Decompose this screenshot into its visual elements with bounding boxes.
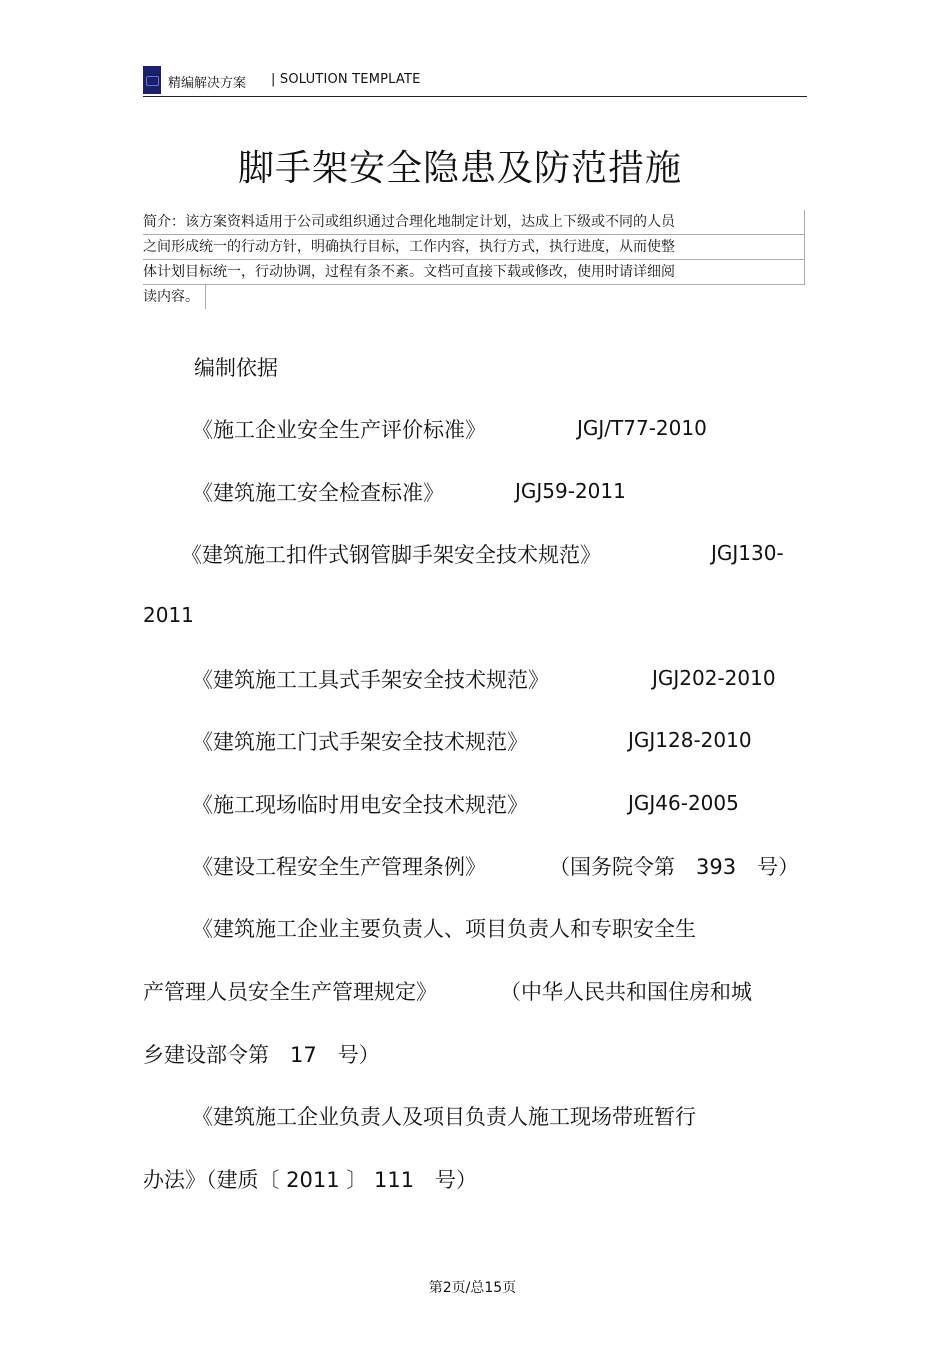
regulation-line: 《建筑施工企业负责人及项目负责人施工现场带班暂行 [192, 1105, 696, 1129]
standard-title: 《施工现场临时用电安全技术规范》 [192, 793, 528, 817]
standard-code: JGJ202-2010 [652, 666, 776, 690]
standard-title: 《建筑施工工具式手架安全技术规范》 [192, 668, 549, 692]
intro-box [143, 210, 805, 318]
standard-title: 《建筑施工扣件式钢管脚手架安全技术规范》 [181, 543, 601, 567]
standard-code: （国务院令第 393 号） [549, 855, 800, 879]
standard-code: JGJ128-2010 [628, 728, 752, 752]
intro-line: 简介：该方案资料适用于公司或组织通过合理化地制定计划，达成上下级或不同的人员 [143, 210, 805, 235]
standard-title: 《建筑施工门式手架安全技术规范》 [192, 730, 528, 754]
regulation-line: 办法》（建质〔 2011 〕 111 号） [143, 1168, 478, 1192]
standard-title: 《建筑施工安全检查标准》 [192, 481, 444, 505]
document-title: 脚手架安全隐患及防范措施 [237, 148, 682, 189]
page-header [143, 66, 807, 97]
regulation-issuer: （中华人民共和国住房和城 [500, 980, 752, 1004]
regulation-line: 《建筑施工企业主要负责人、项目负责人和专职安全生 [192, 917, 696, 941]
standard-code: JGJ46-2005 [628, 791, 739, 815]
intro-line: 体计划目标统一，行动协调，过程有条不紊。文档可直接下载或修改，使用时请详细阅 [143, 260, 805, 285]
standard-title: 《建设工程安全生产管理条例》 [192, 855, 486, 879]
standard-code-continuation: 2011 [143, 603, 194, 627]
standard-code: JGJ59-2011 [515, 479, 626, 503]
page-number: 第2页/总15页 [428, 1280, 517, 1296]
solution-template-label: | SOLUTION TEMPLATE [271, 72, 421, 87]
intro-line: 读内容。 [143, 285, 206, 309]
standard-title: 《施工企业安全生产评价标准》 [192, 418, 486, 442]
standard-code: JGJ130- [711, 541, 784, 565]
regulation-line: 乡建设部令第 17 号） [143, 1043, 380, 1067]
regulation-line: 产管理人员安全生产管理规定》 [143, 980, 437, 1004]
standard-code: JGJ/T77-2010 [577, 416, 707, 440]
logo-icon [143, 66, 161, 94]
section-heading: 编制依据 [194, 356, 278, 380]
intro-line: 之间形成统一的行动方针，明确执行目标，工作内容，执行方式，执行进度，从而使整 [143, 235, 805, 260]
brand-label: 精编解决方案 [168, 76, 247, 91]
